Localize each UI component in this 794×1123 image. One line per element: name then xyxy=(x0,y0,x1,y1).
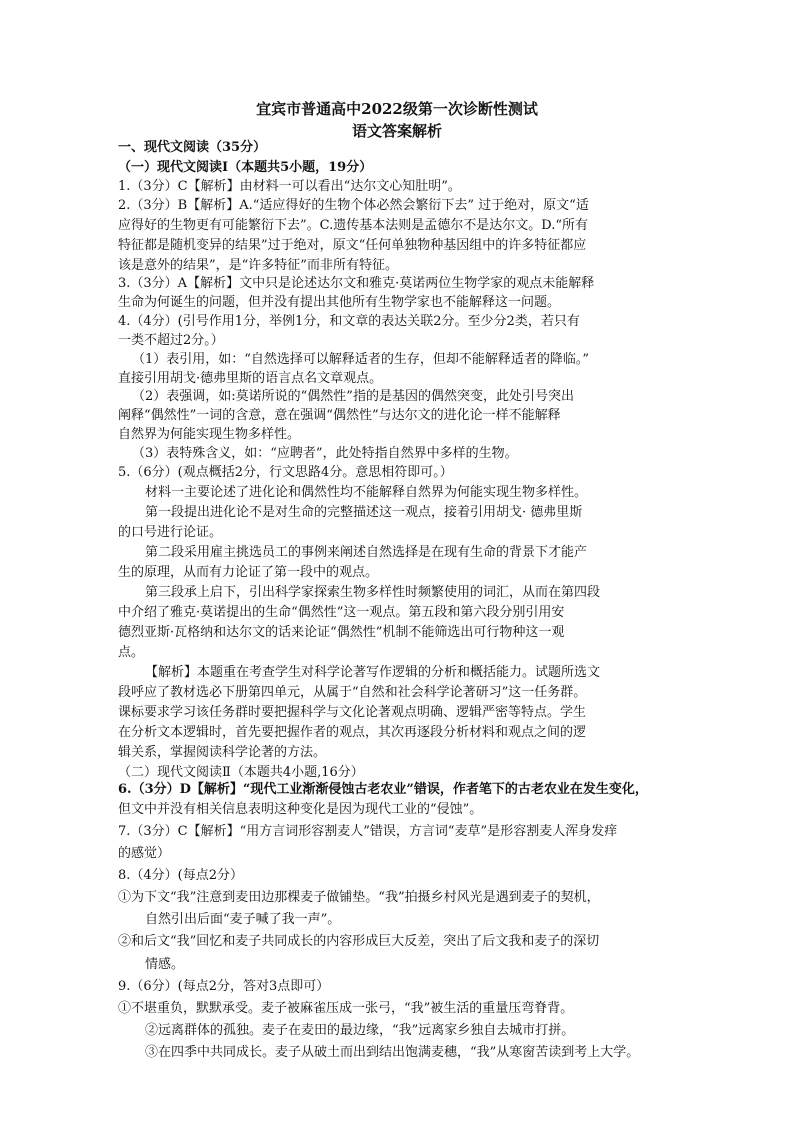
analysis-line: 段呼应了教材选必下册第四单元，从属于“自然和社会科学论著研习”这一任务群。 xyxy=(118,685,587,700)
answer-line: （1）表引用，如：“自然选择可以解释适者的生存，但却不能解释适者的降临。” xyxy=(132,352,590,367)
answer-line: 材料一主要论述了进化论和偶然性均不能解释自然界为何能实现生物多样性。 xyxy=(145,485,588,500)
answer-line: （2）表强调，如:莫诺所说的“偶然性”指的是基因的偶然突变，此处引号突出 xyxy=(132,389,574,404)
answer-line: 1.（3分）C【解析】由材料一可以看出“达尔文心知肚明”。 xyxy=(118,179,461,194)
analysis-line: （二）现代文阅读Ⅱ（本题共4小题,16分） xyxy=(118,765,364,780)
answer-line: 自然界为何能实现生物多样性。 xyxy=(118,427,301,442)
answer-line: 的感觉） xyxy=(118,846,171,861)
document-subtitle: 语文答案解析 xyxy=(351,122,442,140)
answer-line: ②和后文“我”回忆和麦子共同成长的内容形成巨大反差，突出了后文我和麦子的深切 xyxy=(118,934,600,949)
analysis-line: 在分析文本逻辑时，首先要把握作者的观点，其次再逐段分析材料和观点之间的逻 xyxy=(118,725,587,740)
answer-line: 直接引用胡戈·德弗里斯的语言点名文章观点。 xyxy=(118,371,383,386)
answer-line: 2.（3分）B【解析】A.“适应得好的生物个体必然会繁衍下去” 过于绝对，原文“适 xyxy=(118,198,589,213)
answer-line: 5.（6分）(观点概括2分，行文思路4分。意思相符即可。） xyxy=(118,465,453,480)
answer-line: ②远离群体的孤独。麦子在麦田的最边缘，“我”远离家乡独自去城市打拼。 xyxy=(145,1023,575,1038)
answer-line: 阐释“偶然性”一词的含意，意在强调“偶然性”与达尔文的进化论一样不能解释 xyxy=(118,408,561,423)
answer-line: 9.（6分）(每点2分，答对3点即可） xyxy=(118,979,330,994)
answer-line: 的口号进行论证。 xyxy=(118,525,223,540)
answer-line: 但文中并没有相关信息表明这种变化是因为现代工业的“侵蚀”。 xyxy=(118,802,483,817)
answer-line: 4.（4分）(引号作用1分，举例1分，和文章的表达关联2分。至少分2类，若只有 xyxy=(118,314,580,329)
analysis-line: 课标要求学习该任务群时要把握科学与文化论著观点明确、逻辑严密等特点。学生 xyxy=(118,705,587,720)
answer-line: 第一段提出进化论不是对生命的完整描述这一观点，接着引用胡戈· 德弗里斯 xyxy=(145,505,583,520)
answer-line: 生的原理，从而有力论证了第一段中的观点。 xyxy=(118,565,379,580)
answer-line: （3）表特殊含义，如：“应聘者”，此处特指自然界中多样的生物。 xyxy=(132,446,518,461)
subsection-heading: 6.（3分）D【解析】“现代工业渐渐侵蚀古老农业”错误，作者笔下的古老农业在发生变化， xyxy=(118,782,648,797)
answer-line: 8.（4分）(每点2分） xyxy=(118,868,244,883)
answer-line: 该是意外的结果”，是“许多特征”而非所有特征。 xyxy=(118,258,398,273)
answer-line: 应得好的生物更有可能繁衍下去”。C.遗传基本法则是孟德尔不是达尔文。D.“所有 xyxy=(118,218,589,233)
answer-line: 情感。 xyxy=(145,957,185,972)
document-title: 宜宾市普通高中2022级第一次诊断性测试 xyxy=(256,100,538,118)
answer-line: 一类不超过2分。） xyxy=(118,333,224,348)
section-heading: 一、现代文阅读（35分） xyxy=(118,140,267,155)
answer-line: 第三段承上启下，引出科学家探索生物多样性时频繁使用的词汇，从而在第四段 xyxy=(145,585,601,600)
analysis-line: 辑关系，掌握阅读科学论著的方法。 xyxy=(118,745,327,760)
answer-line: 第二段采用雇主挑选员工的事例来阐述自然选择是在现有生命的背景下才能产 xyxy=(145,545,588,560)
analysis-line: 【解析】本题重在考查学生对科学论著写作逻辑的分析和概括能力。试题所选文 xyxy=(145,665,601,680)
answer-line: 3.（3分）A【解析】文中只是论述达尔文和雅克·莫诺两位生物学家的观点未能解释 xyxy=(118,276,595,291)
answer-line: 特征都是随机变异的结果”过于绝对，原文“任何单独物种基因组中的许多特征都应 xyxy=(118,238,587,253)
answer-line: 中介绍了雅克·莫诺提出的生命“偶然性”这一观点。第五段和第六段分别引用安 xyxy=(118,605,565,620)
answer-line: ③在四季中共同成长。麦子从破土而出到结出饱满麦穗，“我”从寒窗苦读到考上大学。 xyxy=(145,1045,640,1060)
answer-line: 自然引出后面“麦子喊了我一声”。 xyxy=(145,912,341,927)
answer-line: ①为下文“我”注意到麦田边那棵麦子做铺垫。“我”拍摄乡村风光是遇到麦子的契机， xyxy=(118,890,600,905)
subsection-heading: （一）现代文阅读Ⅰ（本题共5小题，19分） xyxy=(118,160,373,175)
answer-line: ①不堪重负，默默承受。麦子被麻雀压成一张弓，“我”被生活的重量压弯脊背。 xyxy=(118,1001,574,1016)
answer-line: 德烈亚斯·瓦格纳和达尔文的话来论证“偶然性”机制不能筛选出可行物种这一观 xyxy=(118,625,565,640)
answer-line: 生命为何诞生的问题，但并没有提出其他所有生物学家也不能解释这一问题。 xyxy=(118,295,561,310)
answer-line: 7.（3分）C【解析】“用方言词形容割麦人”错误，方言词“麦草”是形容割麦人浑身发痒 xyxy=(118,824,618,839)
answer-line: 点。 xyxy=(118,645,145,660)
